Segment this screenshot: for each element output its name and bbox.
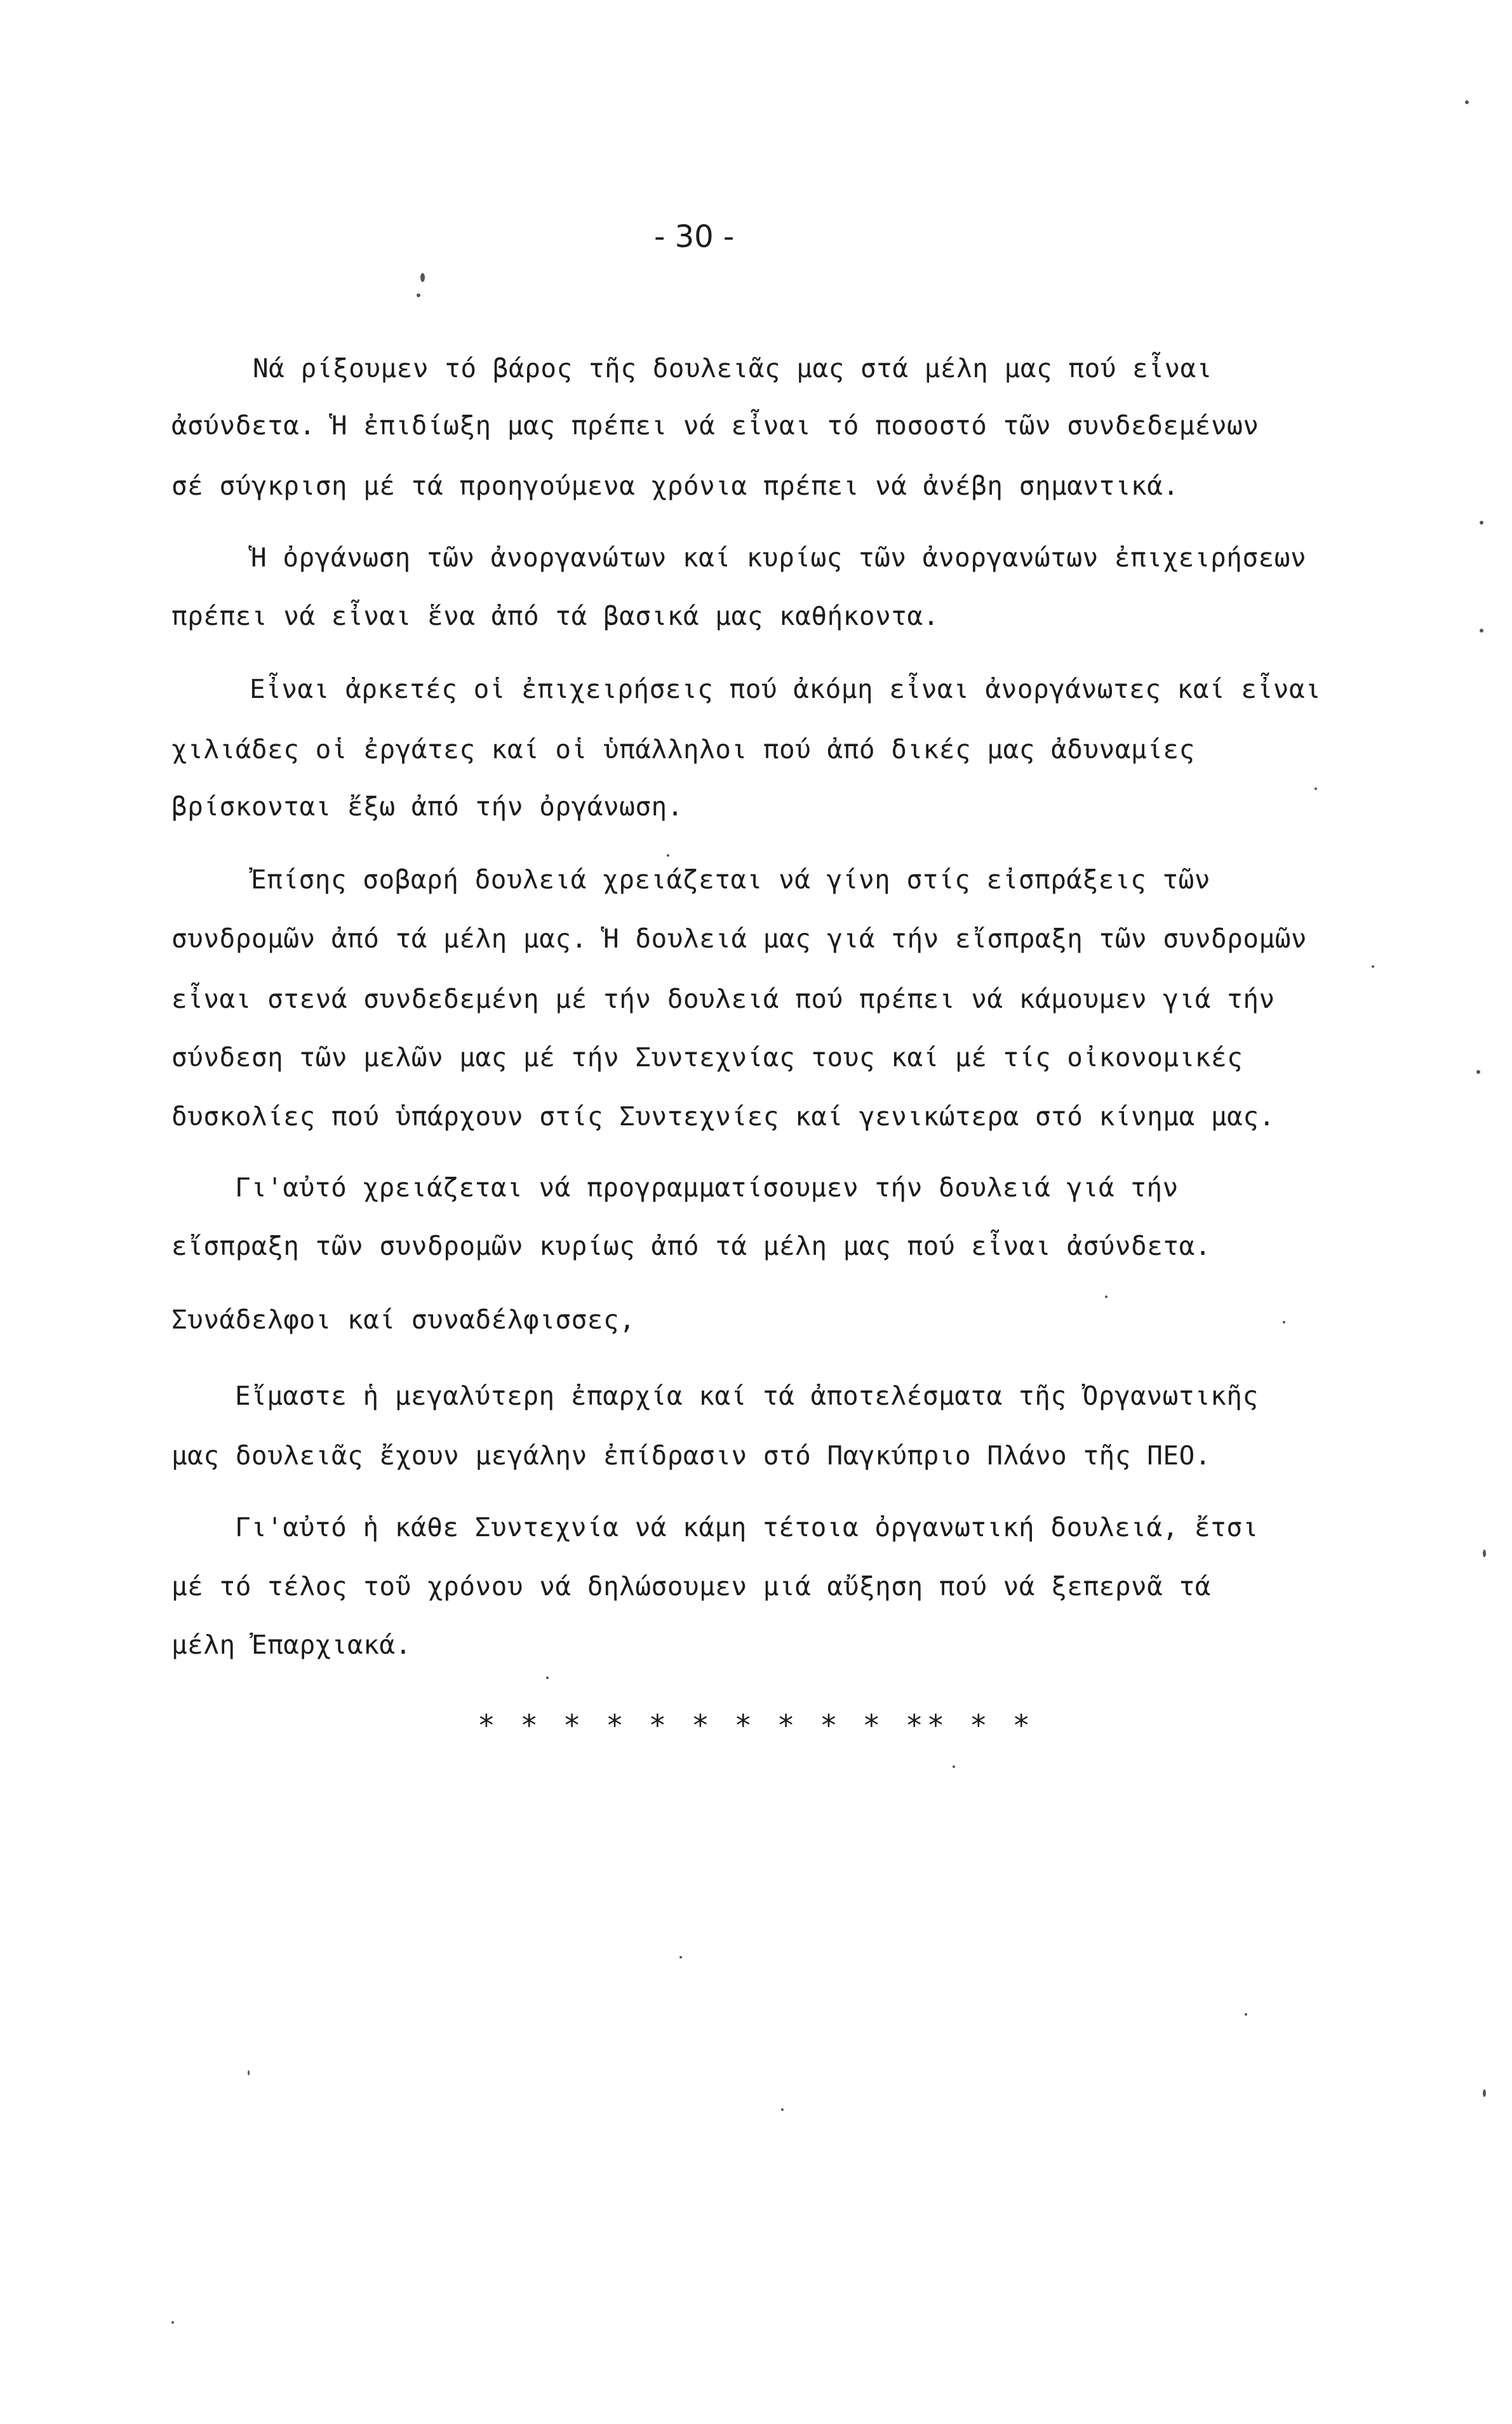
section-separator: * * * * * * * * * * ** * * xyxy=(478,1708,1034,1743)
scan-speck xyxy=(546,1677,549,1679)
text-line: μέλη Ἐπαρχιακά. xyxy=(171,1630,411,1660)
scan-speck xyxy=(1480,521,1483,525)
scan-speck xyxy=(1105,1296,1107,1298)
text-line: Ἡ ὀργάνωση τῶν ἀνοργανώτων καί κυρίως τῶν ἀνοργανώτων ἐπιχειρήσεων xyxy=(251,542,1307,573)
scan-speck xyxy=(679,1956,682,1959)
text-line: εἴσπραξη τῶν συνδρομῶν κυρίως ἀπό τά μέλη μας πού εἶναι ἀσύνδετα. xyxy=(171,1231,1211,1261)
text-line: Συνάδελφοι καί συναδέλφισσες, xyxy=(171,1304,636,1335)
text-line: σύνδεση τῶν μελῶν μας μέ τήν Συντεχνίας τους καί μέ τίς οἰκονομικές xyxy=(171,1042,1243,1073)
text-line: Ἐπίσης σοβαρή δουλειά χρειάζεται νά γίνη στίς εἰσπράξεις τῶν xyxy=(251,864,1211,895)
scan-speck xyxy=(171,2321,174,2324)
scan-speck xyxy=(1480,629,1483,633)
text-line: Εἴμαστε ἡ μεγαλύτερη ἐπαρχία καί τά ἀποτελέσματα τῆς Ὀργανωτικῆς xyxy=(235,1381,1259,1411)
text-line: σέ σύγκριση μέ τά προηγούμενα χρόνια πρέπει νά ἀνέβη σημαντικά. xyxy=(171,471,1179,501)
scan-speck xyxy=(417,293,420,297)
scan-speck xyxy=(1465,100,1469,104)
scan-speck xyxy=(1483,1550,1486,1557)
text-line: συνδρομῶν ἀπό τά μέλη μας. Ἡ δουλειά μας γιά τήν εἴσπραξη τῶν συνδρομῶν xyxy=(171,923,1308,954)
scan-speck xyxy=(248,2070,250,2075)
scan-speck xyxy=(1315,787,1317,790)
scan-speck xyxy=(953,1765,955,1768)
text-line: μέ τό τέλος τοῦ χρόνου νά δηλώσουμεν μιά αὔξηση πού νά ξεπερνᾶ τά xyxy=(171,1571,1211,1602)
text-line: Νά ρίξουμεν τό βάρος τῆς δουλειᾶς μας στά μέλη μας πού εἶναι xyxy=(253,353,1213,384)
scan-speck xyxy=(781,2108,784,2111)
text-line: ἀσύνδετα. Ἡ ἐπιδίωξη μας πρέπει νά εἶναι τό ποσοστό τῶν συνδεδεμένων xyxy=(171,410,1259,441)
text-line: βρίσκονται ἔξω ἀπό τήν ὀργάνωση. xyxy=(171,791,683,822)
text-line: μας δουλειᾶς ἔχουν μεγάλην ἐπίδρασιν στό Παγκύπριο Πλάνο τῆς ΠΕΟ. xyxy=(171,1440,1211,1471)
text-line: Γι'αὐτό χρειάζεται νά προγραμματίσουμεν τήν δουλειά γιά τήν xyxy=(235,1172,1179,1203)
scan-speck xyxy=(1476,1070,1480,1074)
scan-speck xyxy=(1283,1321,1285,1323)
scan-speck xyxy=(1245,2013,1247,2016)
scan-speck xyxy=(1372,965,1374,968)
text-line: Γι'αὐτό ἡ κάθε Συντεχνία νά κάμη τέτοια ὀργανωτική δουλειά, ἔτσι xyxy=(235,1512,1259,1543)
scan-speck xyxy=(420,273,425,282)
text-line: πρέπει νά εἶναι ἕνα ἀπό τά βασικά μας καθήκοντα. xyxy=(171,601,939,631)
page-number: - 30 - xyxy=(654,219,735,255)
scan-speck xyxy=(1483,2089,1486,2097)
text-line: χιλιάδες οἱ ἐργάτες καί οἱ ὑπάλληλοι πού ἀπό δικές μας ἀδυναμίες xyxy=(171,734,1195,765)
scan-speck xyxy=(667,854,669,857)
text-line: εἶναι στενά συνδεδεμένη μέ τήν δουλειά πού πρέπει νά κάμουμεν γιά τήν xyxy=(171,984,1275,1014)
text-line: Εἶναι ἀρκετές οἱ ἐπιχειρήσεις πού ἀκόμη εἶναι ἀνοργάνωτες καί εἶναι xyxy=(250,674,1321,704)
text-line: δυσκολίες πού ὑπάρχουν στίς Συντεχνίες καί γενικώτερα στό κίνημα μας. xyxy=(171,1101,1275,1132)
